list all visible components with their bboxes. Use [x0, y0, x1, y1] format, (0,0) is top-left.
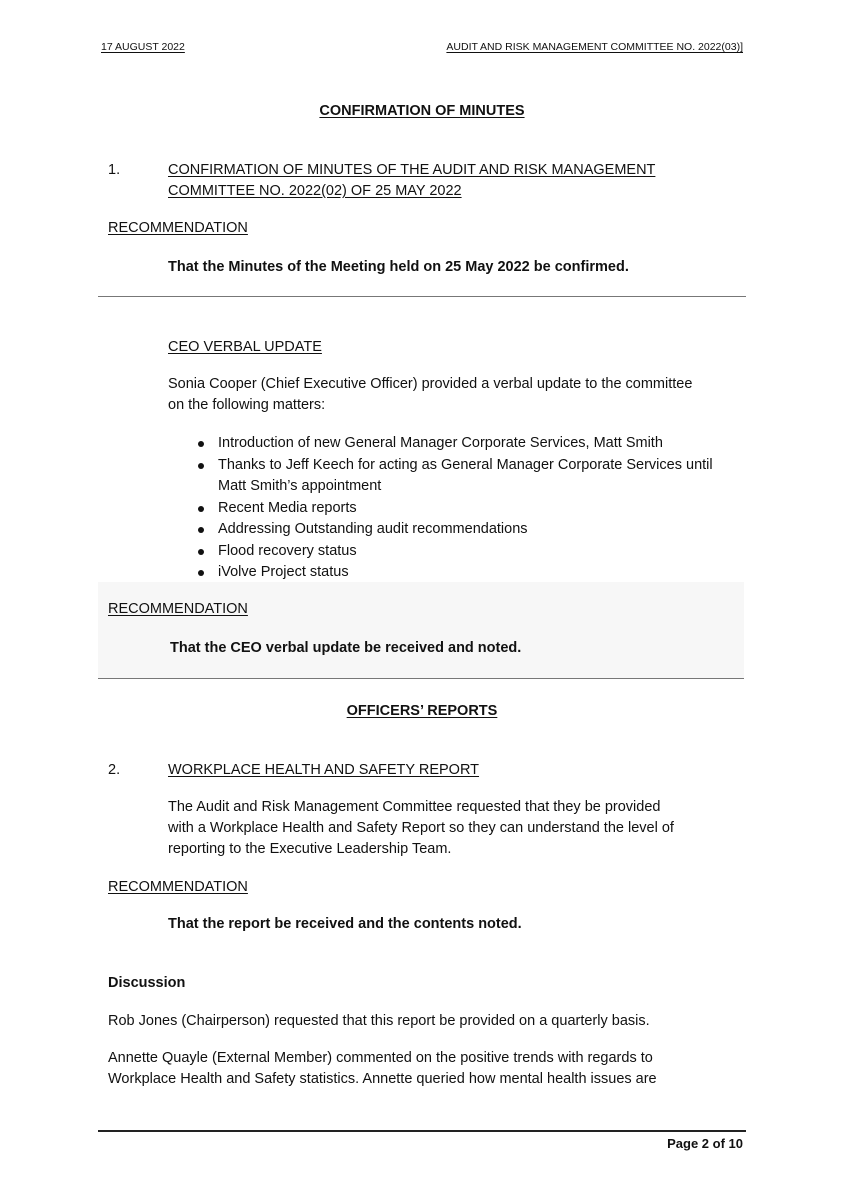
item-1-title-line2: COMMITTEE NO. 2022(02) OF 25 MAY 2022: [168, 183, 462, 199]
item-2-body-line3: reporting to the Executive Leadership Team.: [168, 841, 452, 857]
discussion-heading: Discussion: [108, 975, 186, 991]
recommendation-label-2: RECOMMENDATION: [108, 601, 248, 617]
recommendation-1-text: That the Minutes of the Meeting held on 25 May 2022 be confirmed.: [168, 259, 629, 275]
recommendation-3-text: That the report be received and the contents noted.: [168, 916, 522, 932]
item-1-title-line1: CONFIRMATION OF MINUTES OF THE AUDIT AND RISK MANAGEMENT: [168, 162, 656, 178]
discussion-para1: Rob Jones (Chairperson) requested that this report be provided on a quarterly basis.: [108, 1013, 650, 1029]
item-2-body-line2: with a Workplace Health and Safety Report so they can understand the level of: [168, 820, 674, 836]
page-number: Page 2 of 10: [667, 1136, 743, 1151]
bullet-item: Addressing Outstanding audit recommendations: [168, 519, 728, 541]
header-committee: AUDIT AND RISK MANAGEMENT COMMITTEE NO. 2022(03)]: [446, 41, 743, 53]
recommendation-2-text: That the CEO verbal update be received and noted.: [170, 640, 522, 656]
bullet-item: Recent Media reports: [168, 498, 728, 520]
recommendation-label-1: RECOMMENDATION: [108, 220, 248, 236]
bullet-item: Introduction of new General Manager Corporate Services, Matt Smith: [168, 433, 728, 455]
ceo-update-bullet-list: [168, 433, 728, 584]
discussion-para2-line1: Annette Quayle (External Member) commented on the positive trends with regards to: [108, 1050, 653, 1066]
discussion-para2-line2: Workplace Health and Safety statistics. Annette queried how mental health issues are: [108, 1071, 657, 1087]
bullet-item: iVolve Project status: [168, 562, 728, 584]
item-1-number: 1.: [108, 162, 121, 178]
item-2-title: WORKPLACE HEALTH AND SAFETY REPORT: [168, 762, 480, 778]
confirmation-heading: CONFIRMATION OF MINUTES: [319, 103, 525, 119]
recommendation-shading: [98, 582, 744, 678]
item-2-body-line1: The Audit and Risk Management Committee requested that they be provided: [168, 799, 661, 815]
header-date: 17 AUGUST 2022: [101, 41, 185, 53]
item-2-number: 2.: [108, 762, 121, 778]
section-divider: [98, 678, 744, 679]
bullet-item: Flood recovery status: [168, 541, 728, 563]
recommendation-label-3: RECOMMENDATION: [108, 879, 248, 895]
ceo-update-heading: CEO VERBAL UPDATE: [168, 339, 322, 355]
ceo-update-intro-line1: Sonia Cooper (Chief Executive Officer) provided a verbal update to the committee: [168, 376, 693, 392]
section-divider: [98, 296, 746, 297]
footer-rule: [98, 1130, 746, 1132]
bullet-item: Thanks to Jeff Keech for acting as General Manager Corporate Services until Matt Smith’s appointment: [168, 455, 728, 498]
ceo-update-intro-line2: on the following matters:: [168, 397, 326, 413]
officers-reports-heading: OFFICERS’ REPORTS: [346, 703, 498, 719]
